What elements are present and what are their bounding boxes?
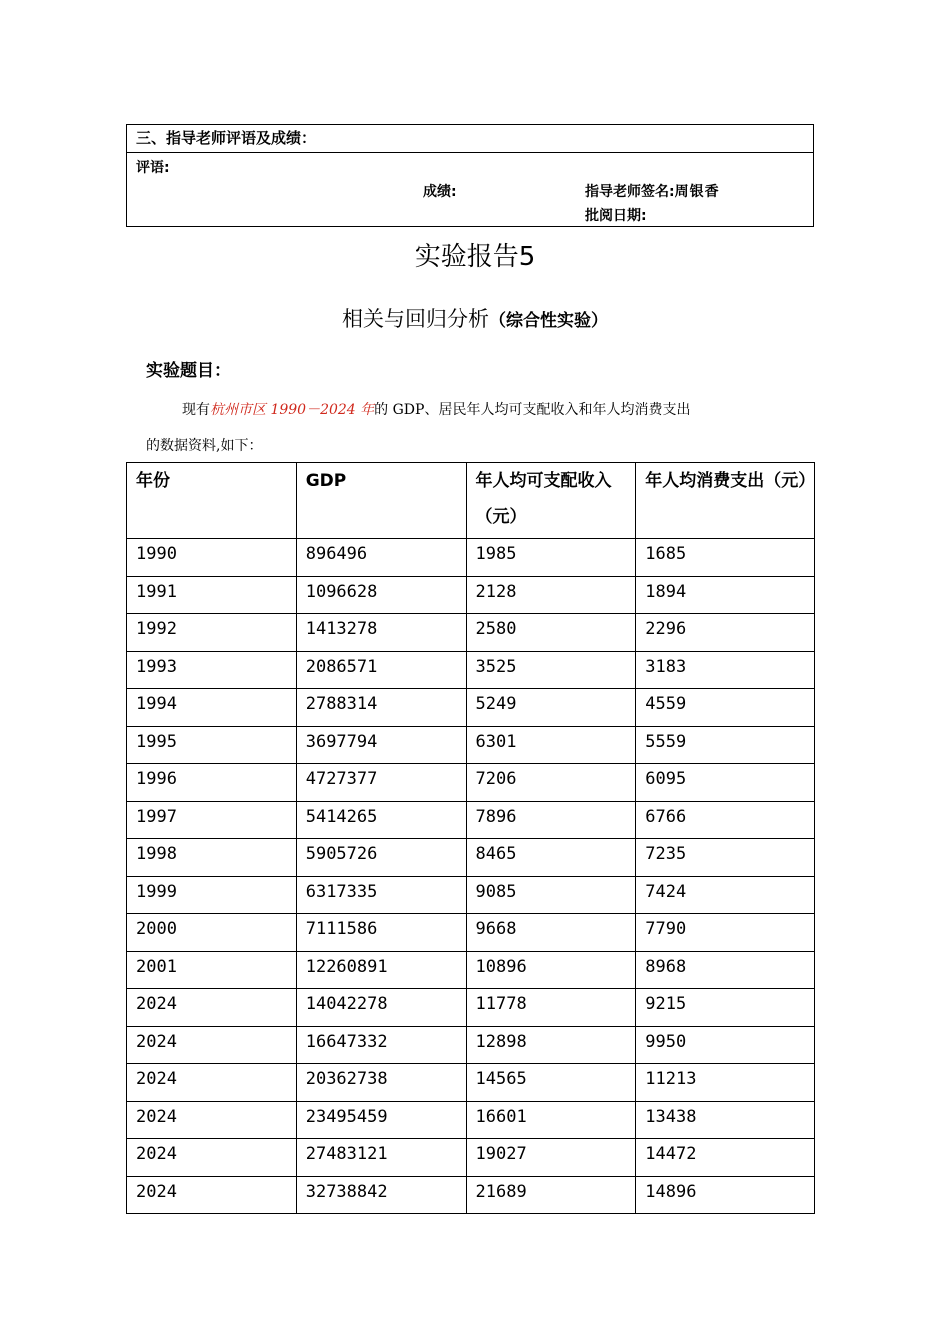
cell-gdp: 32738842 <box>296 1176 466 1214</box>
grade-label: 成绩: <box>423 184 457 200</box>
cell-gdp: 6317335 <box>296 876 466 914</box>
cell-year: 1998 <box>127 839 297 877</box>
cell-consumption: 2296 <box>636 614 815 652</box>
cell-gdp: 27483121 <box>296 1139 466 1177</box>
signature-name: 周银香 <box>674 184 720 200</box>
cell-consumption: 5559 <box>636 726 815 764</box>
cell-consumption: 4559 <box>636 689 815 727</box>
cell-year: 1993 <box>127 651 297 689</box>
cell-year: 2024 <box>127 1064 297 1102</box>
intro-highlight: 杭州市区 1990－2024 年 <box>210 402 375 418</box>
cell-income: 12898 <box>466 1026 636 1064</box>
cell-income: 2580 <box>466 614 636 652</box>
cell-consumption: 7235 <box>636 839 815 877</box>
cell-income: 11778 <box>466 989 636 1027</box>
cell-consumption: 8968 <box>636 951 815 989</box>
table-row <box>127 914 815 952</box>
cell-consumption: 7424 <box>636 876 815 914</box>
cell-year: 1991 <box>127 576 297 614</box>
cell-income: 9085 <box>466 876 636 914</box>
cell-consumption: 1894 <box>636 576 815 614</box>
table-row <box>127 1176 815 1214</box>
cell-income: 7206 <box>466 764 636 802</box>
table-row <box>127 689 815 727</box>
cell-gdp: 12260891 <box>296 951 466 989</box>
cell-gdp: 896496 <box>296 539 466 577</box>
table-row <box>127 1026 815 1064</box>
cell-year: 2024 <box>127 989 297 1027</box>
cell-gdp: 16647332 <box>296 1026 466 1064</box>
cell-consumption: 14472 <box>636 1139 815 1177</box>
intro-prefix: 现有 <box>182 402 210 418</box>
intro-paragraph <box>146 392 816 464</box>
cell-year: 2024 <box>127 1101 297 1139</box>
table-row <box>127 539 815 577</box>
evaluation-box <box>126 124 814 227</box>
subtitle-main: 相关与回归分析 <box>342 307 489 331</box>
cell-income: 5249 <box>466 689 636 727</box>
table-row <box>127 1139 815 1177</box>
cell-year: 2024 <box>127 1176 297 1214</box>
cell-gdp: 1096628 <box>296 576 466 614</box>
cell-year: 1990 <box>127 539 297 577</box>
table-row <box>127 1101 815 1139</box>
cell-income: 6301 <box>466 726 636 764</box>
cell-income: 10896 <box>466 951 636 989</box>
cell-year: 2001 <box>127 951 297 989</box>
cell-year: 2000 <box>127 914 297 952</box>
evaluation-heading: 三、指导老师评语及成绩： <box>127 125 813 153</box>
cell-gdp: 4727377 <box>296 764 466 802</box>
header-consumption: 年人均消费支出（元） <box>636 463 815 539</box>
cell-year: 1999 <box>127 876 297 914</box>
header-gdp: GDP <box>296 463 466 539</box>
report-subtitle <box>0 303 950 333</box>
cell-year: 1994 <box>127 689 297 727</box>
cell-income: 16601 <box>466 1101 636 1139</box>
cell-income: 2128 <box>466 576 636 614</box>
cell-consumption: 6095 <box>636 764 815 802</box>
table-row <box>127 651 815 689</box>
signature-label: 指导老师签名: <box>585 184 675 200</box>
intro-suffix: 的 GDP、居民年人均可支配收入和年人均消费支出 <box>374 402 691 418</box>
cell-gdp: 20362738 <box>296 1064 466 1102</box>
cell-income: 7896 <box>466 801 636 839</box>
table-row <box>127 876 815 914</box>
table-row <box>127 839 815 877</box>
table-header-row <box>127 463 815 539</box>
cell-consumption: 14896 <box>636 1176 815 1214</box>
header-income: 年人均可支配收入（元） <box>466 463 636 539</box>
cell-income: 19027 <box>466 1139 636 1177</box>
header-year: 年份 <box>127 463 297 539</box>
subtitle-paren: （综合性实验） <box>489 311 608 331</box>
topic-label: 实验题目： <box>146 361 231 381</box>
cell-consumption: 9215 <box>636 989 815 1027</box>
cell-year: 1995 <box>127 726 297 764</box>
intro-line-2: 的数据资料,如下： <box>146 438 263 454</box>
table-row <box>127 989 815 1027</box>
table-row <box>127 614 815 652</box>
review-date-label: 批阅日期: <box>585 208 647 224</box>
cell-year: 1992 <box>127 614 297 652</box>
table-row <box>127 1064 815 1102</box>
table-row <box>127 726 815 764</box>
cell-gdp: 3697794 <box>296 726 466 764</box>
cell-income: 8465 <box>466 839 636 877</box>
cell-income: 3525 <box>466 651 636 689</box>
cell-gdp: 2788314 <box>296 689 466 727</box>
cell-income: 9668 <box>466 914 636 952</box>
cell-year: 2024 <box>127 1139 297 1177</box>
cell-gdp: 5414265 <box>296 801 466 839</box>
data-table <box>126 462 815 1214</box>
cell-gdp: 23495459 <box>296 1101 466 1139</box>
cell-income: 14565 <box>466 1064 636 1102</box>
cell-consumption: 3183 <box>636 651 815 689</box>
cell-year: 1996 <box>127 764 297 802</box>
cell-consumption: 7790 <box>636 914 815 952</box>
cell-consumption: 6766 <box>636 801 815 839</box>
cell-gdp: 5905726 <box>296 839 466 877</box>
cell-consumption: 9950 <box>636 1026 815 1064</box>
table-row <box>127 764 815 802</box>
intro-line-1 <box>146 392 816 428</box>
cell-income: 21689 <box>466 1176 636 1214</box>
cell-gdp: 1413278 <box>296 614 466 652</box>
cell-year: 1997 <box>127 801 297 839</box>
table-row <box>127 801 815 839</box>
table-row <box>127 951 815 989</box>
cell-consumption: 11213 <box>636 1064 815 1102</box>
signature-line <box>585 181 720 201</box>
cell-gdp: 2086571 <box>296 651 466 689</box>
table-row <box>127 576 815 614</box>
cell-gdp: 14042278 <box>296 989 466 1027</box>
cell-income: 1985 <box>466 539 636 577</box>
cell-gdp: 7111586 <box>296 914 466 952</box>
report-title: 实验报告5 <box>414 242 536 272</box>
cell-consumption: 13438 <box>636 1101 815 1139</box>
cell-consumption: 1685 <box>636 539 815 577</box>
comment-label: 评语: <box>136 160 170 176</box>
cell-year: 2024 <box>127 1026 297 1064</box>
